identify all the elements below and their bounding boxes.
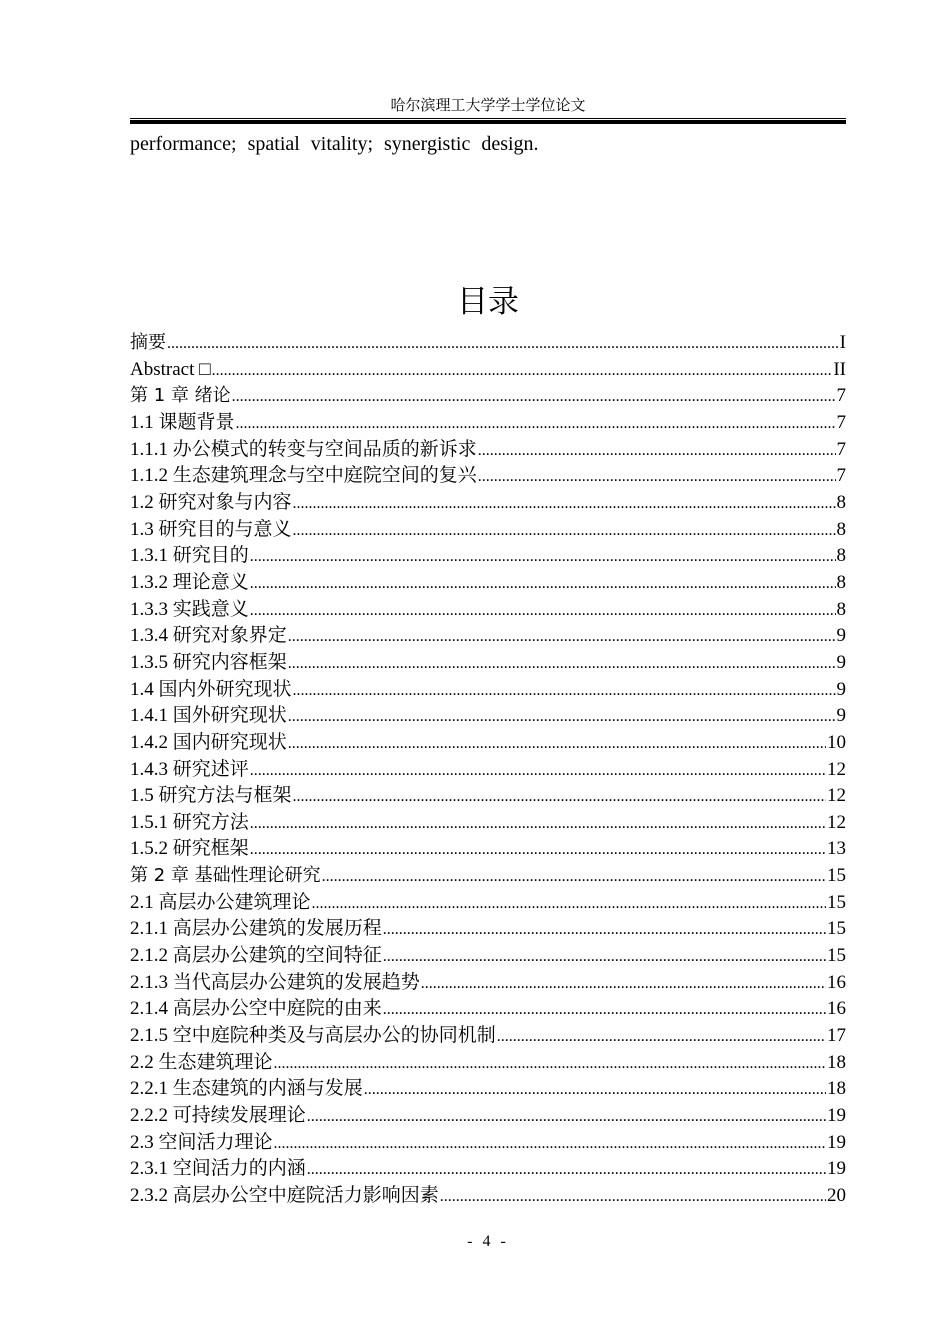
toc-entry-page: 19 [827, 1105, 846, 1127]
toc-entry-label: 2.1.2 高层办公建筑的空间特征 [130, 945, 382, 967]
toc-entry-label: 1.4.3 研究述评 [130, 758, 249, 780]
toc-leader-dots [307, 1157, 826, 1183]
toc-entry[interactable] [130, 863, 846, 890]
toc-entry-label: 摘要 [130, 332, 166, 353]
toc-entry-label: 1.2 研究对象与内容 [130, 491, 292, 513]
table-of-contents [130, 330, 846, 1210]
toc-entry[interactable] [130, 490, 846, 517]
toc-leader-dots [293, 784, 826, 810]
toc-entry-page: 18 [827, 1051, 846, 1073]
toc-entry-label: 1.1.2 生态建筑理念与空中庭院空间的复兴 [130, 465, 477, 487]
toc-entry-label: 1.4 国内外研究现状 [130, 678, 292, 700]
toc-leader-dots [478, 438, 836, 464]
toc-entry-page: 18 [827, 1078, 846, 1100]
toc-leader-dots [383, 917, 826, 943]
toc-entry[interactable] [130, 916, 846, 943]
toc-entry[interactable] [130, 330, 846, 357]
page-number: - 4 - [467, 1233, 509, 1250]
toc-entry-page: 9 [836, 678, 846, 700]
abstract-keywords-continuation: performance; spatial vitality; synergistic design. [130, 133, 539, 155]
toc-entry-page: 7 [836, 438, 846, 460]
toc-leader-dots [232, 384, 836, 410]
toc-entry-label: 2.1.3 当代高层办公建筑的发展趋势 [130, 971, 420, 993]
toc-leader-dots [212, 358, 833, 384]
toc-entry-label: 1.1.1 办公模式的转变与空间品质的新诉求 [130, 438, 477, 460]
toc-leader-dots [293, 518, 836, 544]
toc-entry[interactable] [130, 357, 846, 384]
toc-leader-dots [293, 678, 836, 704]
toc-entry-page: 16 [827, 971, 846, 993]
toc-entry[interactable] [130, 1050, 846, 1077]
toc-leader-dots [293, 491, 836, 517]
toc-title: 目录 [457, 284, 519, 320]
toc-entry-page: 8 [836, 545, 846, 567]
toc-entry-label: 2.1.4 高层办公空中庭院的由来 [130, 998, 382, 1020]
toc-entry[interactable] [130, 810, 846, 837]
toc-leader-dots [250, 571, 836, 597]
toc-leader-dots [288, 651, 836, 677]
toc-entry-page: 19 [827, 1131, 846, 1153]
toc-entry-page: 15 [827, 945, 846, 967]
toc-entry[interactable] [130, 970, 846, 997]
toc-entry-label: 第 1 章 绪论 [130, 385, 231, 407]
toc-entry-page: 13 [827, 838, 846, 860]
toc-leader-dots [421, 971, 826, 997]
toc-entry-label: 1.3.4 研究对象界定 [130, 625, 287, 647]
toc-entry[interactable] [130, 570, 846, 597]
toc-leader-dots [364, 1077, 826, 1103]
header-rule-thin [130, 118, 846, 119]
toc-entry[interactable] [130, 943, 846, 970]
toc-leader-dots [383, 997, 826, 1023]
toc-entry-page: 15 [827, 918, 846, 940]
toc-entry[interactable] [130, 597, 846, 624]
toc-entry-label: 1.5.1 研究方法 [130, 811, 249, 833]
toc-entry[interactable] [130, 703, 846, 730]
toc-entry[interactable] [130, 650, 846, 677]
toc-entry-label: 2.1.5 空中庭院种类及与高层办公的协同机制 [130, 1025, 496, 1047]
toc-leader-dots [167, 331, 839, 357]
toc-leader-dots [440, 1184, 826, 1210]
toc-entry[interactable] [130, 1103, 846, 1130]
toc-entry-page: 8 [836, 518, 846, 540]
toc-entry-label: 1.4.1 国外研究现状 [130, 705, 287, 727]
toc-entry-page: 7 [836, 465, 846, 487]
toc-entry[interactable] [130, 836, 846, 863]
toc-entry-label: Abstract □ [130, 358, 211, 380]
toc-entry[interactable] [130, 1023, 846, 1050]
toc-entry[interactable] [130, 437, 846, 464]
toc-entry[interactable] [130, 757, 846, 784]
toc-entry[interactable] [130, 1183, 846, 1210]
toc-entry-page: I [839, 332, 846, 353]
toc-entry-page: 7 [836, 411, 846, 433]
toc-entry-page: 12 [827, 811, 846, 833]
toc-entry[interactable] [130, 783, 846, 810]
toc-entry[interactable] [130, 517, 846, 544]
toc-entry-label: 1.1 课题背景 [130, 411, 235, 433]
toc-leader-dots [274, 1131, 826, 1157]
toc-entry-label: 1.3.5 研究内容框架 [130, 651, 287, 673]
toc-entry-page: 17 [827, 1025, 846, 1047]
toc-entry[interactable] [130, 1076, 846, 1103]
toc-entry-label: 2.1 高层办公建筑理论 [130, 891, 311, 913]
toc-leader-dots [322, 864, 826, 890]
toc-entry-page: II [833, 358, 846, 380]
toc-entry-label: 2.3 空间活力理论 [130, 1131, 273, 1153]
toc-leader-dots [250, 811, 826, 837]
toc-entry-label: 1.3.1 研究目的 [130, 545, 249, 567]
toc-entry[interactable] [130, 890, 846, 917]
toc-entry[interactable] [130, 623, 846, 650]
toc-entry-label: 2.2.2 可持续发展理论 [130, 1105, 306, 1127]
toc-leader-dots [497, 1024, 826, 1050]
toc-entry-label: 1.5.2 研究框架 [130, 838, 249, 860]
toc-entry-label: 1.5 研究方法与框架 [130, 785, 292, 807]
toc-leader-dots [274, 1051, 826, 1077]
toc-entry-page: 9 [836, 651, 846, 673]
toc-leader-dots [288, 704, 836, 730]
toc-entry-label: 1.3 研究目的与意义 [130, 518, 292, 540]
toc-entry-label: 2.2.1 生态建筑的内涵与发展 [130, 1078, 363, 1100]
toc-leader-dots [478, 464, 836, 490]
toc-entry-label: 1.3.3 实践意义 [130, 598, 249, 620]
toc-entry-page: 8 [836, 491, 846, 513]
toc-leader-dots [250, 544, 836, 570]
toc-entry-page: 8 [836, 571, 846, 593]
toc-entry[interactable] [130, 677, 846, 704]
toc-entry-page: 8 [836, 598, 846, 620]
toc-entry-page: 7 [836, 385, 846, 407]
toc-entry-page: 15 [827, 891, 846, 913]
toc-entry-page: 9 [836, 625, 846, 647]
toc-entry-page: 10 [827, 731, 846, 753]
header-rule-thick [130, 120, 846, 124]
toc-leader-dots [288, 624, 836, 650]
toc-leader-dots [312, 891, 826, 917]
running-header: 哈尔滨理工大学学士学位论文 [390, 98, 586, 114]
toc-entry[interactable] [130, 463, 846, 490]
toc-leader-dots [250, 598, 836, 624]
toc-entry-label: 2.2 生态建筑理论 [130, 1051, 273, 1073]
toc-leader-dots [236, 411, 836, 437]
toc-entry-page: 16 [827, 998, 846, 1020]
toc-entry[interactable] [130, 1156, 846, 1183]
toc-entry-page: 20 [827, 1185, 846, 1206]
toc-entry-label: 1.4.2 国内研究现状 [130, 731, 287, 753]
toc-entry-page: 12 [827, 785, 846, 807]
toc-leader-dots [383, 944, 826, 970]
toc-entry[interactable] [130, 410, 846, 437]
toc-leader-dots [250, 837, 826, 863]
toc-entry-page: 9 [836, 705, 846, 727]
toc-entry-label: 第 2 章 基础性理论研究 [130, 865, 321, 887]
toc-entry[interactable] [130, 543, 846, 570]
toc-entry-label: 1.3.2 理论意义 [130, 571, 249, 593]
toc-leader-dots [307, 1104, 826, 1130]
toc-entry[interactable] [130, 383, 846, 410]
toc-entry-page: 15 [827, 865, 846, 887]
toc-entry-label: 2.1.1 高层办公建筑的发展历程 [130, 918, 382, 940]
toc-leader-dots [250, 758, 826, 784]
toc-entry[interactable] [130, 730, 846, 757]
toc-leader-dots [288, 731, 826, 757]
toc-entry[interactable] [130, 1130, 846, 1157]
toc-entry-page: 12 [827, 758, 846, 780]
toc-entry[interactable] [130, 996, 846, 1023]
toc-entry-label: 2.3.1 空间活力的内涵 [130, 1158, 306, 1180]
toc-entry-label: 2.3.2 高层办公空中庭院活力影响因素 [130, 1185, 439, 1206]
toc-entry-page: 19 [827, 1158, 846, 1180]
